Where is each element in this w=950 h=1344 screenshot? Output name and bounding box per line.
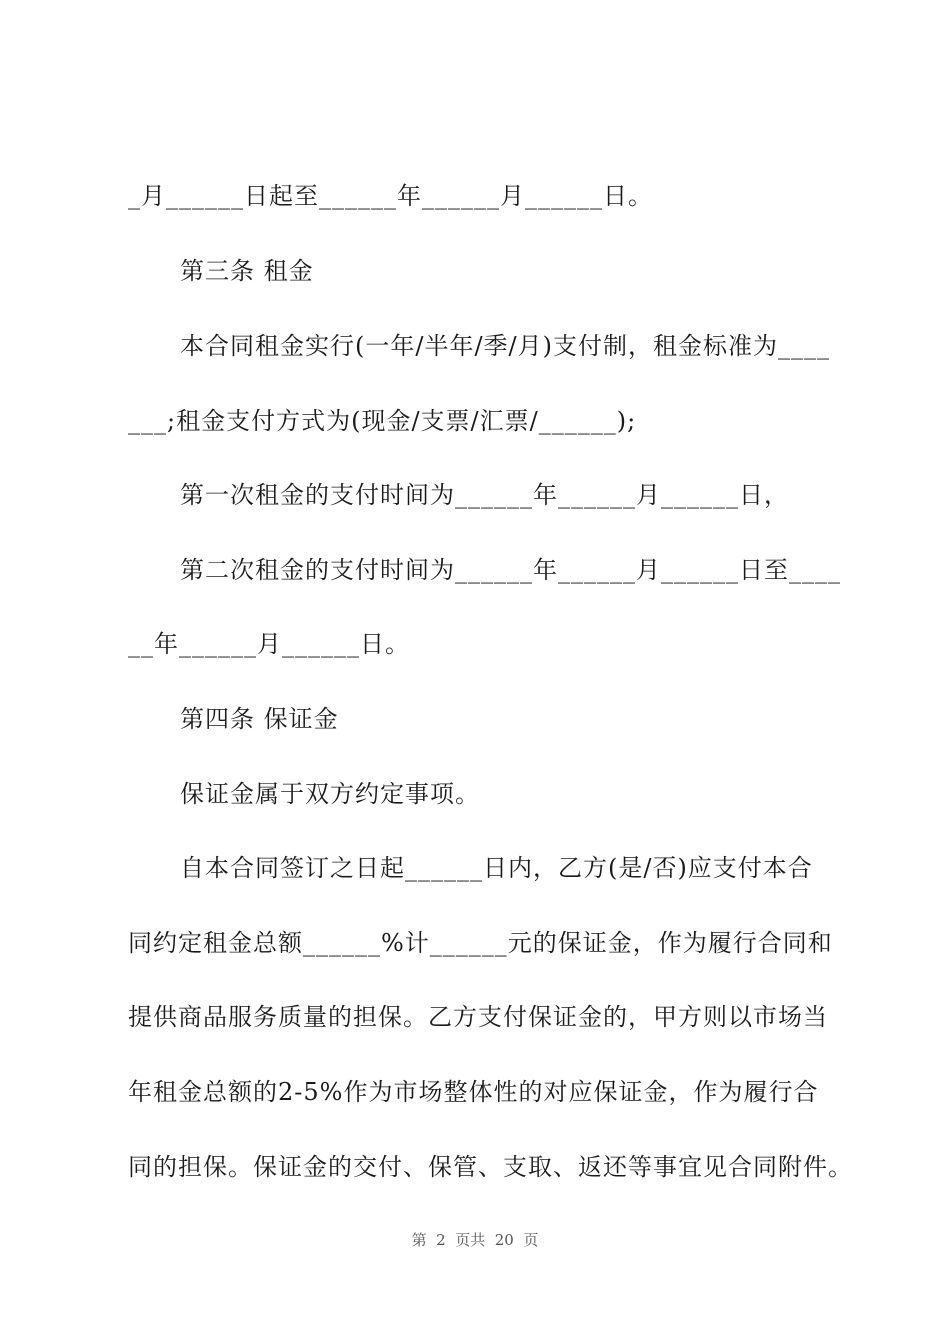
section-heading-deposit: 第四条 保证金 [180,705,339,733]
text-line: 本合同租金实行(一年/半年/季/月)支付制，租金标准为____ [180,332,830,360]
text-line: ___;租金支付方式为(现金/支票/汇票/______); [128,407,637,435]
section-heading-rent: 第三条 租金 [180,257,314,285]
text-line: __年______月______日。 [128,630,410,658]
text-line: 同约定租金总额______%计______元的保证金，作为履行合同和 [128,929,833,957]
text-line: 保证金属于双方约定事项。 [180,780,480,808]
text-line: 年租金总额的2-5%作为市场整体性的对应保证金，作为履行合 [128,1078,819,1106]
page-number-footer: 第 2 页共 20 页 [411,1231,539,1249]
text-line: 第二次租金的支付时间为______年______月______日至____ [180,556,841,584]
text-line: 第一次租金的支付时间为______年______月______日， [180,481,789,509]
text-line: 提供商品服务质量的担保。乙方支付保证金的，甲方则以市场当 [128,1003,828,1031]
text-line: _月______日起至______年______月______日。 [128,182,653,210]
text-line: 自本合同签订之日起______日内，乙方(是/否)应支付本合 [180,854,813,882]
text-line: 同的担保。保证金的交付、保管、支取、返还等事宜见合同附件。 [128,1153,853,1181]
